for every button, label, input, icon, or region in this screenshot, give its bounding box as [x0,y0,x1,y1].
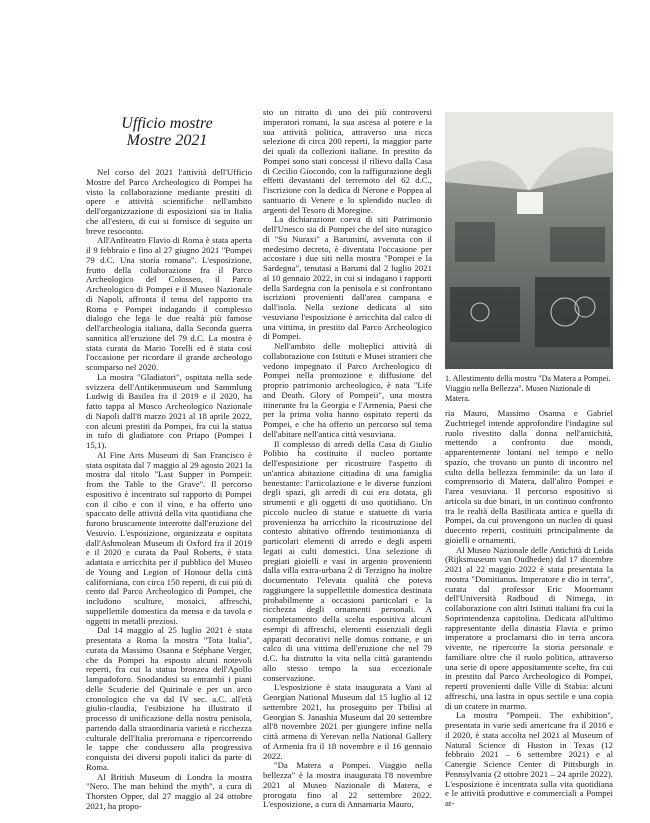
text-column-3 [445,409,613,809]
paragraph: La mostra "Gladiatori", ospitata nella sede svizzera dell'Antikenmuseum und Sammlung Ludwig di Basilea fra il 2019 e il 2020, ha fatto tappa al Musco Archeologico Nazionale di Napoli dall'8 marzo 2021 al 18 aprile 2022, con alcuni prestiti da Pompei, fra cui la statua in tufo di gladiatore con Priapo (Pompei I 15,1). [86,371,252,450]
paragraph: "Da Matera a Pompei. Viaggio nella bellezza" è la mostra inaugurata l'8 novembre 2021 al Museo Nazionale di Matera, e prorogata fino al 22 settembre 2022. L'esposizione, a cura di Annamaria Mauro, [263,760,432,810]
paragraph: Nell'ambito delle molteplici attività di collaborazione con Istituti e Musei stranieri che vedono impegnato il Parco Archeologico di Pompei nella promozione e diffusione del proprio patrimonio archeologico, è nata "Life and Death. Glory of Pompeii", una mostra itinerante fra la Georgia e l'Armenia, Paesi che per la prima volta hanno ospitato reperti da Pompei, e che ha offerto un percorso sul tema dell'abitare nell'antica città vesuviana. [263,341,432,439]
paragraph: Nel corso del 2021 l'attività dell'Ufficio Mostre del Parco Archeologico di Pompei ha visto la collaborazione mediante prestiti di opere e attività scientifiche nell'ambito dell'organizzazione di esposizioni sia in Italia che all'estero, di cui si fornisce di seguito un breve resoconto. [86,167,252,236]
page-title: Ufficio mostre [121,115,213,132]
exhibition-photo [445,112,613,369]
paragraph: Dal 14 maggio al 25 luglio 2021 è stata presentata a Roma la mostra "Tota Italia", curata da Massimo Osanna e Stéphane Verger, che da Pompei ha esposto alcuni notevoli reperti, fra cui la statua bronzea dell'Apollo lampadoforo. Snodandosi su entrambi i piani delle Scuderie del Quirinale e per un arco cronologico che va dal IV sec. a.C. all'età giulio-claudia, l'esibizione ha illustrato il processo di unificazione della nostra penisola, partendo dalla straordinaria varietà e ricchezza culturale dell'Italia preromana e ripercorrendo le tappe che condussero alla progressiva conquista dei diversi popoli italici da parte di Roma. [86,625,252,772]
paragraph: All'Anfiteatro Flavio di Roma è stata aperta il 9 febbraio e fino al 27 giugno 2021 "Pompei 79 d.C. Una storia romana". L'esposizione, frutto della collaborazione fra il Parco Archeologico del Colosseo, il Parco Archeologico di Pompei e il Museo Nazionale di Napoli, affronta il tema del rapporto tra Roma e Pompei indagando il complesso dialogo che lega le due realtà più famose dell'archeologia italiana, dalla Seconda guerra sannitica all'eruzione del 79 d.C. La mostra è stata curata da Mario Torelli ed è stata così l'occasione per ricordare il grande archeologo scomparso nel 2020. [86,235,252,372]
paragraph: La mostra "Pompeii. The exhibition", presentata in varie sedi americane fra il 2016 e il 2020, è stata accolta nel 2021 al Museum of Natural Science di Huston in Texas (12 febbraio 2021 – 6 settembre 2021) e al Canergie Science Center di Pittsburgh in Pennsylvania (2 ottobre 2021 – 24 aprile 2022). L'esposizione è incentrata sulla vita quotidiana e le attività produttive e commerciali a Pompei at- [445,710,613,808]
paragraph: ria Mauro, Massimo Osanna e Gabriel Zuchtriegel intende approfondire l'indagine sul ruolo rivestito dalla donna nell'antichità, mettendo a confronto due mondi, apparentemente lontani nel tempo e nello spazio, che trovano un punto di incontro nel culto della bellezza femminile: da un lato il comprensorio di Matera, dall'altro Pompei e l'area vesuviana. Il percorso espositivo si articola su due binari, in un continuo confronto tra le realtà della Basilicata antica e quella di Pompei, da cui provengono un nucleo di quasi duecento reperti, costituiti principalmente da gioielli e ornamenti. [445,408,613,545]
text-column-2 [263,108,432,810]
text-column-1 [86,164,252,812]
page-subtitle: Mostre 2021 [126,132,208,149]
paragraph: Il complesso di arredi della Casa di Giulio Polibio ha costituito il nucleo portante dell'esposizione per ricostruire l'aspetto di un'antica abitazione cittadina di una famiglia benestante: l'articolazione e le diverse funzioni degli spazi, gli arredi di cui era dotata, gli strumenti e gli oggetti di uso quotidiano. Un piccolo nucleo di statue e statuette di varia provenienza ha arricchito la ricostruzione del contesto abitativo offrendo testimonianza di particolari elementi di arredo e degli aspetti legati ai culti domestici. Una selezione di pregiati gioielli e vasi in argento provenienti dalla villa extra-urbana 2 di Terzigno ha inoltre documentato l'elevata qualità che poteva raggiungere la suppellettile domestica destinata probabilmente a occasioni particolari e la ricchezza degli ornamenti personali. A completamento della scelta espositiva alcuni esempi di affreschi, elementi essenziali degli apparati decorativi nelle domus romane, e un calco di una vittima dell'eruzione che nel 79 d.C. ha distrutto la vita nella città garantendo allo stesso tempo la sua eccezionale conservazione. [263,438,432,683]
paragraph: sto un ritratto di uno dei più controversi imperatori romani, la sua ascesa al potere e la sua attività politica, attraverso una ricca selezione di circa 200 reperti, la maggior parte dei quali da collezioni italiane. In prestito da Pompei sono stati concessi il rilievo dalla Casa di Cecilio Giocondo, con la raffigurazione degli effetti devastanti del terremoto del 62 d.C., l'iscrizione con la dedica di Nerone e Poppea al santuario di Venere e lo splendido nucleo di argenti del Tesoro di Moregine. [263,107,432,215]
paragraph: Al Museo Nazionale delle Antichità di Leida (Rijksmuseum van Oudheden) dal 17 dicembre 2021 al 22 maggio 2022 è stata presentata la mostra "Domitianus. Imperatore e dio in terra", curata dal professor Eric Moormann dell'Università Radboud di Nimega, in collaborazione con altri Istituti italiani fra cui la Soprintendenza capitolina. Dedicata all'ultimo rappresentante della dinastia Flavia e primo imperatore a proclamarsi dio in terra ancora vivente, ne ripercorre la storia personale e familiare oltre che il ruolo politico, attraverso una serie di opere appositamente scelte, fra cui in prestito dal Parco Archeologico di Pompei, reperti provenienti dalle Ville di Stabia: alcuni affreschi, una lastra in opus sectile e una copia di un cratere in marmo. [445,544,613,711]
paragraph: Al Fine Arts Museum di San Francisco è stata ospitata dal 7 maggio al 29 agosto 2021 la mostra dal titolo "Last Supper in Pompeii: from the Table to the Grave". Il percorso espositivo è incentrato sul rapporto di Pompei con il cibo e con il vino, e ha offerto uno spaccato delle attività della vita quotidiana che furono bruscamente interrotte dall'eruzione del Vesuvio. L'esposizione, organizzata e ospitata dall'Ashmolean Museum di Oxford fra il 2019 e il 2020 e curata da Paul Roberts, è stata adattata e arricchita per il pubblico del Museo de Young and Legion of Honour della città californiana, con circa 150 reperti, di cui più di cento dal Parco Archeologico di Pompei, che includono sculture, mosaici, affreschi, suppellettile domestica da mensa e da tavola e oggetti in metalli preziosi. [86,449,252,626]
photo-caption: 1. Allestimento della mostra "Da Matera a Pompei. Viaggio nella Bellezza". Museo Nazionale di Matera. [445,374,611,403]
paragraph: La dichiarazione coeva di siti Patrimonio dell'Unesco sia di Pompei che del sito nuragico di "Su Nuraxi" a Barumini, avvenuta con il medesimo decreto, è diventata l'occasione per accostare i due siti nella mostra "Pompei e la Sardegna", tenutasi a Barumi dal 2 luglio 2021 al 10 gennaio 2022, in cui si indagano i rapporti della Sardegna con la penisola e si confrontano iscrizioni provenienti dall'area campana e dall'isola. Nella sezione dedicata al sito vesuviano l'esposizione è arricchita dal calco di una vittima, in prestito dal Parco Archeologico di Pompei. [263,214,432,342]
paragraph: L'esposizione è stata inaugurata a Vani al Georgian National Museum dal 15 luglio al 12 settembre 2021, ha proseguito per Tbilisi al Georgian S. Janashia Museum dal 20 settembre all'8 novembre 2021 per giungere infine nella città armena di Yerevan nella National Gallery of Armenia fra il 18 novembre e il 16 gennaio 2022. [263,682,432,761]
paragraph: Al British Museum di Londra la mostra "Nero. The man behind the myth", a cura di Thorsten Opper, dal 27 maggio al 24 ottobre 2021, ha propo- [86,771,252,811]
